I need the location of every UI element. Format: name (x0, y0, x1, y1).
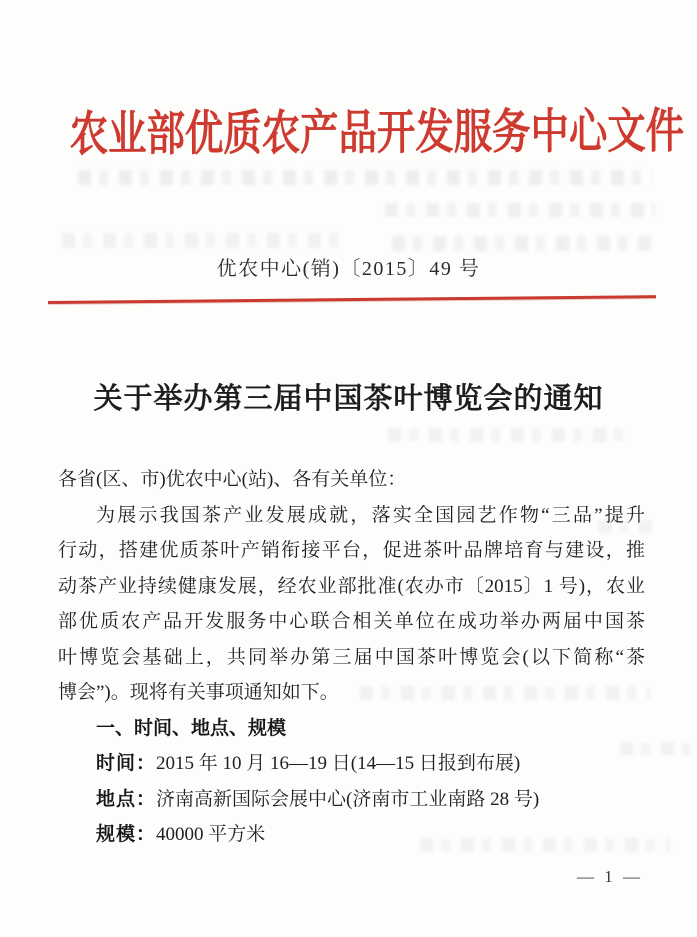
page-number: — 1 — (577, 867, 643, 886)
paragraph-line: 叶博览会基础上，共同举办第三届中国茶叶博览会(以下简称“茶 (58, 646, 645, 668)
paragraph-line: 动茶产业持续健康发展，经农业部批准(农办市〔2015〕1 号)，农业 (58, 575, 645, 597)
red-separator-rule (48, 295, 656, 304)
detail-line-location (58, 782, 645, 818)
bleed-through-artifact (78, 170, 653, 185)
detail-label: 地点： (96, 788, 157, 810)
detail-line-time (58, 746, 645, 782)
bleed-through-artifact (62, 233, 342, 248)
bleed-through-artifact (388, 428, 628, 442)
paragraph-line: 博会”)。现将有关事项通知如下。 (58, 682, 339, 703)
section-heading: 一、时间、地点、规模 (96, 717, 287, 739)
document-number: 优农中心(销)〔2015〕49 号 (216, 258, 481, 280)
detail-line-scale (58, 817, 645, 853)
paragraph-line: 行动，搭建优质茶叶产销衔接平台，促进茶叶品牌培育与建设，推 (58, 540, 645, 561)
detail-value: 2015 年 10 月 16—19 日(14—15 日报到布展) (156, 753, 521, 774)
detail-label: 规模： (96, 824, 157, 845)
detail-label: 时间： (96, 753, 157, 774)
detail-value: 40000 平方米 (156, 824, 266, 845)
notice-title: 关于举办第三届中国茶叶博览会的通知 (93, 383, 604, 415)
paragraph-line: 为展示我国茶产业发展成就，落实全国园艺作物“三品”提升 (96, 504, 645, 526)
salutation-line: 各省(区、市)优农中心(站)、各有关单位： (58, 469, 407, 490)
document-body (58, 462, 645, 853)
detail-value: 济南高新国际会展中心(济南市工业南路 28 号) (156, 788, 540, 810)
bleed-through-artifact (385, 203, 655, 217)
paragraph-line: 部优质农产品开发服务中心联合相关单位在成功举办两届中国茶 (58, 611, 645, 632)
letterhead-title: 农业部优质农产品开发服务中心文件 (69, 105, 685, 162)
bleed-through-artifact (392, 236, 654, 251)
